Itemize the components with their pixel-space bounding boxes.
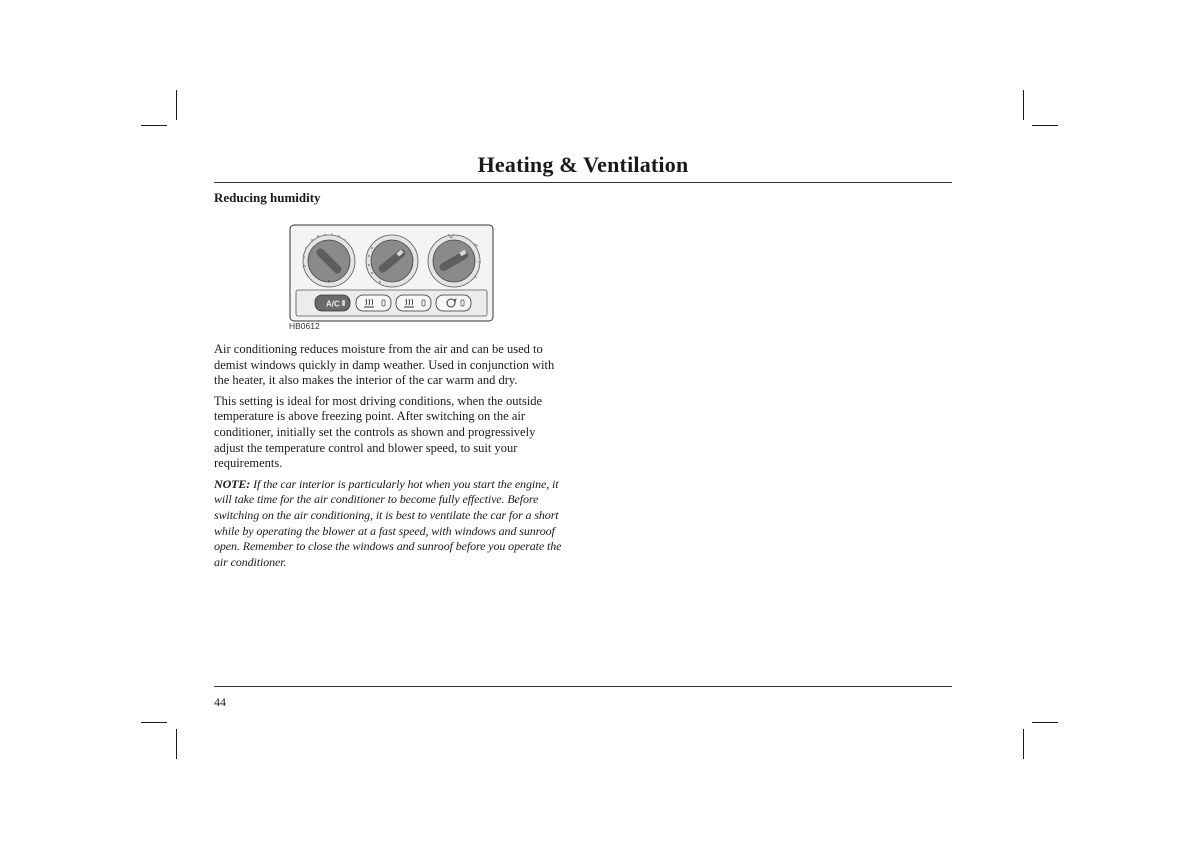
crop-mark <box>1032 722 1058 723</box>
crop-mark <box>1023 729 1024 759</box>
figure-code: HB0612 <box>289 321 320 331</box>
climate-panel-illustration <box>288 224 498 324</box>
crop-mark <box>141 125 167 126</box>
page-number: 44 <box>214 695 226 709</box>
note-label: NOTE: <box>214 476 251 491</box>
note-text: If the car interior is particularly hot when you start the engine, it will take time for the air conditioner to become fully effective. Before switching on the air conditioning, it is best to ventilate the car for a short while by operating the blower at a fast speed, with windows and sunroof open. Remember to close the windows and sunroof before you operate the air conditioner. <box>214 476 562 569</box>
crop-mark <box>141 722 167 723</box>
note-paragraph <box>214 477 566 571</box>
body-text <box>214 342 566 575</box>
recirculation-button <box>436 295 471 311</box>
page-title: Heating & Ventilation <box>477 152 689 177</box>
ac-button-label: A/C <box>326 299 340 309</box>
crop-mark <box>176 729 177 759</box>
paragraph: Air conditioning reduces moisture from the air and can be used to demist windows quickly in damp weather. Used in conjunction with the heater, it also makes the interior of the car warm and dry. <box>214 342 555 388</box>
climate-control-figure <box>288 224 498 336</box>
footer-rule <box>214 686 952 687</box>
title-rule <box>214 182 952 183</box>
crop-mark <box>1023 90 1024 120</box>
ac-button <box>315 295 350 311</box>
heated-rear-window-button <box>356 295 391 311</box>
section-heading: Reducing humidity <box>214 190 321 205</box>
crop-mark <box>1032 125 1058 126</box>
heated-windscreen-button <box>396 295 431 311</box>
paragraph: This setting is ideal for most driving conditions, when the outside temperature is above freezing point. After switching on the air conditioner, initially set the controls as shown and progressively adjust the temperature control and blower speed, to suit your requirements. <box>214 393 543 471</box>
blower-speed-knob <box>366 235 418 287</box>
crop-mark <box>176 90 177 120</box>
